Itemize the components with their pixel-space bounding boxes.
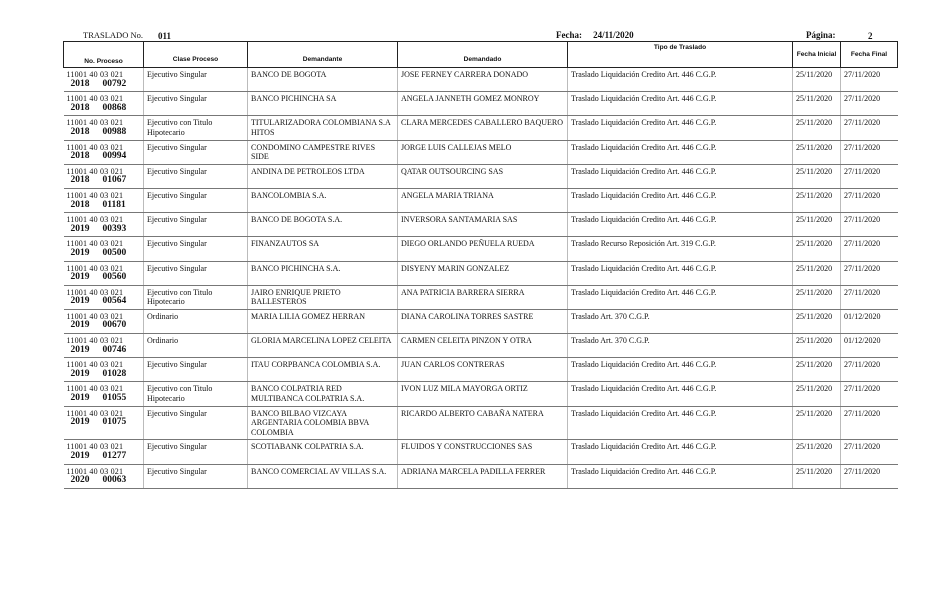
proceso-cell	[64, 334, 144, 358]
demandado-cell: ADRIANA MARCELA PADILLA FERRER	[398, 464, 568, 488]
radicado-prefix: 11001 40 03 021	[66, 190, 124, 200]
fecha-final-cell: 27/11/2020	[841, 92, 898, 116]
radicado-year: 2019	[70, 368, 90, 379]
demandante-cell: BANCO DE BOGOTA S.A.	[248, 213, 398, 237]
demandante-cell: BANCO PICHINCHA SA	[248, 92, 398, 116]
radicado-year-number	[67, 152, 141, 162]
radicado-number: 00994	[102, 151, 127, 162]
radicado-number: 01075	[102, 417, 127, 428]
col-header-clase: Clase Proceso	[144, 42, 248, 68]
proceso-cell	[64, 213, 144, 237]
radicado-number: 00500	[102, 247, 127, 258]
fecha-inicial-cell: 25/11/2020	[793, 68, 841, 92]
radicado-prefix: 11001 40 03 021	[66, 408, 124, 418]
table-row	[64, 358, 898, 382]
radicado-year-number	[67, 273, 141, 283]
clase-cell: Ejecutivo Singular	[144, 213, 248, 237]
radicado-number: 00988	[102, 126, 127, 137]
fecha-final-cell: 27/11/2020	[841, 382, 898, 406]
proceso-cell	[64, 188, 144, 212]
table-row	[64, 382, 898, 406]
radicado-number: 01055	[102, 393, 127, 404]
table-row	[64, 213, 898, 237]
tipo-cell: Traslado Art. 370 C.G.P.	[568, 309, 793, 333]
radicado-year-number	[67, 476, 141, 486]
pagina-value: 2	[868, 31, 873, 41]
radicado-year-number	[67, 225, 141, 235]
clase-cell: Ejecutivo Singular	[144, 237, 248, 261]
tipo-cell: Traslado Liquidación Credito Art. 446 C.G.P.	[568, 382, 793, 406]
demandado-cell: DIANA CAROLINA TORRES SASTRE	[398, 309, 568, 333]
tipo-cell: Traslado Liquidación Credito Art. 446 C.G.P.	[568, 261, 793, 285]
clase-cell: Ejecutivo con Titulo Hipotecario	[144, 116, 248, 140]
table-body	[64, 68, 898, 489]
fecha-final-cell: 27/11/2020	[841, 358, 898, 382]
clase-cell: Ordinario	[144, 334, 248, 358]
proceso-cell	[64, 464, 144, 488]
traslados-table	[63, 41, 898, 489]
radicado-year: 2018	[70, 151, 90, 162]
fecha-header	[556, 30, 634, 40]
radicado-year: 2019	[70, 451, 90, 461]
demandado-cell: FLUIDOS Y CONSTRUCCIONES SAS	[398, 440, 568, 464]
fecha-final-cell: 27/11/2020	[841, 140, 898, 164]
radicado-year: 2018	[70, 78, 90, 89]
proceso-cell	[64, 92, 144, 116]
tipo-cell: Traslado Liquidación Credito Art. 446 C.G.P.	[568, 213, 793, 237]
radicado-prefix: 11001 40 03 021	[66, 466, 124, 476]
radicado-prefix: 11001 40 03 021	[66, 360, 124, 370]
demandado-cell: JUAN CARLOS CONTRERAS	[398, 358, 568, 382]
radicado-year-number	[67, 128, 141, 138]
demandante-cell: CONDOMINO CAMPESTRE RIVES SIDE	[248, 140, 398, 164]
clase-cell: Ejecutivo con Titulo Hipotecario	[144, 382, 248, 406]
pagina-label: Página:	[806, 30, 836, 40]
clase-cell: Ejecutivo Singular	[144, 140, 248, 164]
demandante-cell: MARIA LILIA GOMEZ HERRAN	[248, 309, 398, 333]
demandado-cell: DIEGO ORLANDO PEÑUELA RUEDA	[398, 237, 568, 261]
tipo-cell: Traslado Liquidación Credito Art. 446 C.G.P.	[568, 92, 793, 116]
fecha-final-cell: 27/11/2020	[841, 116, 898, 140]
radicado-number: 00393	[102, 223, 127, 234]
demandante-cell: FINANZAUTOS SA	[248, 237, 398, 261]
radicado-number: 00560	[102, 272, 127, 283]
radicado-year: 2018	[70, 102, 90, 113]
col-header-demandante: Demandante	[248, 42, 398, 68]
fecha-inicial-cell: 25/11/2020	[793, 382, 841, 406]
fecha-inicial-cell: 25/11/2020	[793, 140, 841, 164]
radicado-year: 2019	[70, 223, 90, 234]
radicado-year: 2019	[70, 344, 90, 355]
radicado-year-number	[67, 418, 141, 428]
demandante-cell: TITULARIZADORA COLOMBIANA S.A HITOS	[248, 116, 398, 140]
proceso-cell	[64, 309, 144, 333]
fecha-inicial-cell: 25/11/2020	[793, 358, 841, 382]
fecha-final-cell: 27/11/2020	[841, 164, 898, 188]
fecha-inicial-cell: 25/11/2020	[793, 164, 841, 188]
tipo-cell: Traslado Liquidación Credito Art. 446 C.G.P.	[568, 406, 793, 440]
radicado-number: 01067	[102, 175, 127, 186]
fecha-final-cell: 27/11/2020	[841, 68, 898, 92]
demandado-cell: CARMEN CELEITA PINZON Y OTRA	[398, 334, 568, 358]
table-row	[64, 164, 898, 188]
proceso-cell	[64, 382, 144, 406]
radicado-prefix: 11001 40 03 021	[66, 166, 124, 176]
clase-cell: Ejecutivo Singular	[144, 261, 248, 285]
table-row	[64, 334, 898, 358]
radicado-year: 2020	[70, 475, 90, 486]
fecha-final-cell: 27/11/2020	[841, 237, 898, 261]
proceso-cell	[64, 285, 144, 309]
radicado-year-number	[67, 297, 141, 307]
fecha-inicial-cell: 25/11/2020	[793, 213, 841, 237]
tipo-cell: Traslado Liquidación Credito Art. 446 C.G.P.	[568, 358, 793, 382]
table-row	[64, 116, 898, 140]
radicado-number: 01181	[102, 199, 126, 210]
proceso-cell	[64, 68, 144, 92]
demandante-cell: BANCO PICHINCHA S.A.	[248, 261, 398, 285]
demandado-cell: JORGE LUIS CALLEJAS MELO	[398, 140, 568, 164]
demandante-cell: BANCO COMERCIAL AV VILLAS S.A.	[248, 464, 398, 488]
clase-cell: Ejecutivo con Titulo Hipotecario	[144, 285, 248, 309]
fecha-inicial-cell: 25/11/2020	[793, 188, 841, 212]
radicado-year: 2019	[70, 247, 90, 258]
table-row	[64, 285, 898, 309]
fecha-inicial-cell: 25/11/2020	[793, 237, 841, 261]
proceso-cell	[64, 261, 144, 285]
radicado-number: 00868	[102, 102, 127, 113]
fecha-inicial-cell: 25/11/2020	[793, 309, 841, 333]
demandado-cell: INVERSORA SANTAMARIA SAS	[398, 213, 568, 237]
table-row	[64, 464, 898, 488]
tipo-cell: Traslado Liquidación Credito Art. 446 C.G.P.	[568, 188, 793, 212]
radicado-prefix: 11001 40 03 021	[66, 118, 124, 128]
table-row	[64, 237, 898, 261]
fecha-inicial-cell: 25/11/2020	[793, 334, 841, 358]
demandado-cell: QATAR OUTSOURCING SAS	[398, 164, 568, 188]
fecha-final-cell: 27/11/2020	[841, 406, 898, 440]
clase-cell: Ejecutivo Singular	[144, 440, 248, 464]
radicado-number: 01028	[102, 368, 127, 379]
radicado-prefix: 11001 40 03 021	[66, 70, 124, 79]
demandado-cell: ANGELA JANNETH GOMEZ MONROY	[398, 92, 568, 116]
fecha-final-cell: 01/12/2020	[841, 334, 898, 358]
demandante-cell: BANCO COLPATRIA RED MULTIBANCA COLPATRIA S.A.	[248, 382, 398, 406]
demandante-cell: ANDINA DE PETROLEOS LTDA	[248, 164, 398, 188]
tipo-cell: Traslado Liquidación Credito Art. 446 C.G.P.	[568, 440, 793, 464]
fecha-inicial-cell: 25/11/2020	[793, 285, 841, 309]
fecha-inicial-cell: 25/11/2020	[793, 464, 841, 488]
fecha-final-cell: 27/11/2020	[841, 261, 898, 285]
demandante-cell: ITAU CORPBANCA COLOMBIA S.A.	[248, 358, 398, 382]
radicado-prefix: 11001 40 03 021	[66, 263, 124, 273]
radicado-year: 2018	[70, 126, 90, 137]
radicado-year: 2018	[70, 175, 90, 186]
demandante-cell: SCOTIABANK COLPATRIA S.A.	[248, 440, 398, 464]
radicado-number: 00792	[102, 78, 127, 89]
radicado-prefix: 11001 40 03 021	[66, 442, 124, 452]
col-header-proceso: No. Proceso	[64, 42, 144, 68]
demandante-cell: GLORIA MARCELINA LOPEZ CELEITA	[248, 334, 398, 358]
table-row	[64, 188, 898, 212]
radicado-year: 2019	[70, 417, 90, 428]
clase-cell: Ejecutivo Singular	[144, 68, 248, 92]
radicado-prefix: 11001 40 03 021	[66, 142, 124, 152]
col-header-demandado: Demandado	[398, 42, 568, 68]
col-header-fecha-final: Fecha Final	[841, 42, 898, 68]
radicado-year-number	[67, 80, 141, 90]
clase-cell: Ejecutivo Singular	[144, 464, 248, 488]
radicado-year: 2018	[70, 199, 90, 210]
clase-cell: Ejecutivo Singular	[144, 188, 248, 212]
radicado-prefix: 11001 40 03 021	[66, 311, 124, 321]
tipo-cell: Traslado Liquidación Credito Art. 446 C.G.P.	[568, 285, 793, 309]
tipo-cell: Traslado Liquidación Credito Art. 446 C.G.P.	[568, 68, 793, 92]
proceso-cell	[64, 237, 144, 261]
tipo-cell: Traslado Art. 370 C.G.P.	[568, 334, 793, 358]
proceso-cell	[64, 164, 144, 188]
radicado-prefix: 11001 40 03 021	[66, 215, 124, 225]
col-header-tipo: Tipo de Traslado	[568, 42, 793, 68]
radicado-year-number	[67, 321, 141, 331]
fecha-inicial-cell: 25/11/2020	[793, 116, 841, 140]
traslado-label	[83, 30, 143, 40]
radicado-prefix: 11001 40 03 021	[66, 384, 124, 394]
radicado-prefix: 11001 40 03 021	[66, 287, 124, 297]
radicado-prefix: 11001 40 03 021	[66, 336, 124, 346]
table-row	[64, 92, 898, 116]
tipo-cell: Traslado Liquidación Credito Art. 446 C.G.P.	[568, 164, 793, 188]
clase-cell: Ejecutivo Singular	[144, 164, 248, 188]
fecha-inicial-cell: 25/11/2020	[793, 440, 841, 464]
col-header-fecha-inicial: Fecha Inicial	[793, 42, 841, 68]
radicado-number: 00670	[102, 320, 127, 331]
radicado-year-number	[67, 104, 141, 114]
pagina-header	[806, 30, 836, 40]
radicado-number: 00746	[102, 344, 127, 355]
table-header-row	[64, 42, 898, 68]
pagina-number	[868, 31, 873, 41]
fecha-final-cell: 27/11/2020	[841, 188, 898, 212]
tipo-cell: Traslado Recurso Reposición Art. 319 C.G.P.	[568, 237, 793, 261]
radicado-year: 2019	[70, 393, 90, 404]
traslado-number-value: 011	[158, 31, 172, 41]
demandado-cell: RICARDO ALBERTO CABAÑA NATERA	[398, 406, 568, 440]
clase-cell: Ordinario	[144, 309, 248, 333]
fecha-inicial-cell: 25/11/2020	[793, 261, 841, 285]
radicado-prefix: 11001 40 03 021	[66, 94, 124, 104]
radicado-year-number	[67, 346, 141, 356]
radicado-year: 2019	[70, 272, 90, 283]
table-row	[64, 261, 898, 285]
radicado-year: 2019	[70, 320, 90, 331]
radicado-number: 00063	[102, 475, 127, 486]
fecha-final-cell: 27/11/2020	[841, 285, 898, 309]
proceso-cell	[64, 140, 144, 164]
tipo-cell: Traslado Liquidación Credito Art. 446 C.G.P.	[568, 464, 793, 488]
fecha-value: 24/11/2020	[593, 30, 634, 40]
demandante-cell: BANCOLOMBIA S.A.	[248, 188, 398, 212]
table-row	[64, 406, 898, 440]
tipo-cell: Traslado Liquidación Credito Art. 446 C.G.P.	[568, 116, 793, 140]
clase-cell: Ejecutivo Singular	[144, 92, 248, 116]
fecha-final-cell: 27/11/2020	[841, 213, 898, 237]
table-row	[64, 440, 898, 464]
traslado-label-text: TRASLADO No.	[83, 30, 143, 40]
fecha-inicial-cell: 25/11/2020	[793, 406, 841, 440]
fecha-label: Fecha:	[556, 30, 582, 40]
fecha-final-cell: 01/12/2020	[841, 309, 898, 333]
radicado-year-number	[67, 452, 141, 462]
table-row	[64, 68, 898, 92]
demandado-cell: ANA PATRICIA BARRERA SIERRA	[398, 285, 568, 309]
radicado-year: 2019	[70, 296, 90, 307]
fecha-final-cell: 27/11/2020	[841, 464, 898, 488]
fecha-final-cell: 27/11/2020	[841, 440, 898, 464]
proceso-cell	[64, 116, 144, 140]
proceso-cell	[64, 358, 144, 382]
clase-cell: Ejecutivo Singular	[144, 406, 248, 440]
traslado-number	[158, 31, 171, 41]
radicado-number: 00564	[102, 296, 127, 307]
demandante-cell: BANCO DE BOGOTA	[248, 68, 398, 92]
demandante-cell: JAIRO ENRIQUE PRIETO BALLESTEROS	[248, 285, 398, 309]
demandado-cell: ANGELA MARIA TRIANA	[398, 188, 568, 212]
fecha-inicial-cell: 25/11/2020	[793, 92, 841, 116]
proceso-cell	[64, 440, 144, 464]
demandado-cell: JOSE FERNEY CARRERA DONADO	[398, 68, 568, 92]
table-row	[64, 140, 898, 164]
radicado-year-number	[67, 249, 141, 259]
demandado-cell: IVON LUZ MILA MAYORGA ORTIZ	[398, 382, 568, 406]
radicado-number: 01277	[102, 451, 127, 461]
demandante-cell: BANCO BILBAO VIZCAYA ARGENTARIA COLOMBIA BBVA COLOMBIA	[248, 406, 398, 440]
tipo-cell: Traslado Liquidación Credito Art. 446 C.G.P.	[568, 140, 793, 164]
proceso-cell	[64, 406, 144, 440]
clase-cell: Ejecutivo Singular	[144, 358, 248, 382]
demandado-cell: DISYENY MARIN GONZALEZ	[398, 261, 568, 285]
table-row	[64, 309, 898, 333]
radicado-year-number	[67, 176, 141, 186]
radicado-year-number	[67, 394, 141, 404]
radicado-prefix: 11001 40 03 021	[66, 239, 124, 249]
demandado-cell: CLARA MERCEDES CABALLERO BAQUERO	[398, 116, 568, 140]
radicado-year-number	[67, 370, 141, 380]
radicado-year-number	[67, 201, 141, 211]
